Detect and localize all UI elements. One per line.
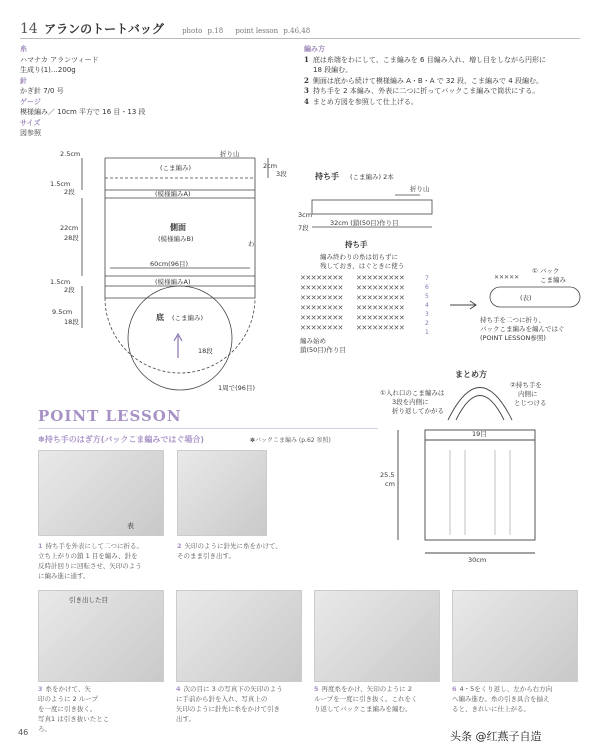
- yarn-heading: 糸: [20, 45, 27, 53]
- pattern-a-bot: (模様編みA): [155, 278, 191, 286]
- lesson-photo-4: [176, 590, 302, 682]
- back-koma-1: ① バック: [532, 267, 560, 275]
- lesson-pages: p.46,48: [283, 27, 311, 35]
- lesson-caption-1: 1 持ち手を外表にして二つに折る。 立ち上がりの鎖 1 目を編み、針を 反時計回りに回転させ、矢印のよう に編み進に通す。: [38, 542, 144, 580]
- dim-60cm: 60cm(96目): [150, 260, 189, 268]
- size-line: 図参照: [20, 129, 41, 137]
- method-block: [304, 44, 594, 107]
- chart-row: ✕✕✕✕✕✕✕✕✕: [356, 284, 405, 292]
- point-lesson-ref: ✽バックこま編み (p.62 参照): [250, 437, 331, 444]
- assembly-cm: cm: [385, 480, 395, 488]
- fold-stitches: ✕✕✕✕✕: [494, 274, 520, 281]
- gauge-heading: ゲージ: [20, 97, 41, 106]
- lesson-photo-1: [38, 450, 164, 536]
- koma-label: (こま編み): [160, 164, 192, 172]
- chart-row: ✕✕✕✕✕✕✕✕✕: [356, 324, 405, 332]
- gauge-line: 模様編み／ 10cm 平方で 16 目・13 段: [20, 108, 146, 116]
- handle-fold-label: 折り山: [410, 185, 430, 193]
- assembly-diagram: [380, 365, 590, 565]
- assembly-30: 30cm: [468, 556, 487, 564]
- handle-title: 持ち手: [315, 172, 339, 181]
- handle-diagram: [300, 165, 590, 355]
- photo-label: photo: [182, 27, 203, 35]
- start-label-2: 鎖(50目)作り目: [300, 346, 346, 354]
- assembly-note-2-line-1: ②持ち手を: [510, 381, 542, 389]
- chart-row: ✕✕✕✕✕✕✕✕: [300, 274, 343, 282]
- pattern-title: アランのトートバッグ: [44, 22, 164, 36]
- lesson-caption-6: 6 4・5をくり返し、左から右方向 へ編み進む。糸の引き具合を揃え ると、きれいに仕上がる。: [452, 685, 553, 713]
- dim-1-5cm-bot: 1.5cm: [50, 278, 71, 286]
- pattern-number: 14: [20, 21, 38, 37]
- chart-note-2: 残しておき、はぐときに使う: [320, 262, 405, 270]
- watermark: 头条 @红燕子自造: [450, 730, 542, 743]
- bottom-title: 底: [156, 313, 164, 322]
- row-number: 4: [425, 302, 429, 309]
- method-step: 18 段編む。: [313, 66, 353, 74]
- method-step: 3 持ち手を 2 本編み、外表に二つに折ってバックこま編みで筒状にする。: [304, 86, 540, 95]
- point-lesson-rule: [38, 428, 378, 429]
- assembly-19: 19目: [472, 430, 487, 438]
- dim-2dan-top: 2段: [64, 188, 75, 196]
- fold-note-2: バックこま編みを編んではぐ: [480, 325, 565, 333]
- side-subtitle: (模様編みB): [158, 235, 194, 243]
- bottom-subtitle: (こま編み): [172, 314, 204, 322]
- lesson-label: point lesson: [235, 27, 279, 35]
- dim-3dan: 3段: [276, 170, 287, 178]
- fold-label: 折り山: [220, 150, 240, 158]
- size-heading: サイズ: [20, 118, 41, 127]
- dim-9-5cm: 9.5cm: [52, 308, 73, 316]
- point-lesson-title: POINT LESSON: [38, 407, 182, 425]
- pulled-loop-tag: 引き出した目: [69, 596, 108, 604]
- assembly-note-1-line-1: ①入れ口のこま編みは: [380, 389, 445, 397]
- start-label-1: 編み始め: [300, 337, 326, 345]
- chart-row: ✕✕✕✕✕✕✕✕✕: [356, 314, 405, 322]
- needle-heading: 針: [20, 76, 27, 85]
- assembly-title: まとめ方: [455, 370, 487, 379]
- lesson-photo-2: [177, 450, 267, 536]
- omote-tag: 表: [127, 522, 134, 530]
- dim-2-5cm: 2.5cm: [60, 150, 81, 158]
- yarn-line-1: ハマナカ アランツィード: [20, 55, 99, 64]
- method-step: 1 底は糸端をわにして、こま編みを 6 目編み入れ、増し目をしながら円形に: [304, 54, 547, 64]
- handle-32cm: 32cm (鎖(50目)作り目: [330, 219, 399, 227]
- handle-subtitle: (こま編み) 2本: [350, 173, 394, 181]
- row-number: 6: [425, 284, 429, 291]
- circumference-label: 1周で(96目): [218, 384, 255, 392]
- page-number: 46: [18, 728, 29, 737]
- back-koma-2: こま編み: [540, 276, 566, 284]
- lesson-photo-3: [38, 590, 164, 682]
- dim-1-5cm-top: 1.5cm: [50, 180, 71, 188]
- dim-2cm: 2cm: [263, 162, 278, 170]
- row-number: 7: [425, 275, 429, 282]
- chart-row: ✕✕✕✕✕✕✕✕: [300, 294, 343, 302]
- materials-block: [20, 44, 280, 139]
- assembly-note-2-line-3: とじつける: [514, 399, 547, 407]
- photo-page: p.18: [207, 27, 224, 35]
- assembly-25-5: 25.5: [380, 471, 395, 479]
- chart-row: ✕✕✕✕✕✕✕✕✕: [356, 294, 405, 302]
- chart-row: ✕✕✕✕✕✕✕✕✕: [356, 304, 405, 312]
- side-title: 側面: [170, 223, 186, 232]
- row-number: 1: [425, 329, 429, 336]
- chart-row: ✕✕✕✕✕✕✕✕: [300, 314, 343, 322]
- lesson-caption-5: 5 再度糸をかけ、矢印のように 2 ループを一度に引き抜く。これをく り返してバックこま編みを編む。: [314, 685, 418, 713]
- method-heading: 編み方: [304, 45, 325, 53]
- chart-row: ✕✕✕✕✕✕✕✕✕: [356, 274, 405, 282]
- row-number: 2: [425, 320, 429, 327]
- body-diagram: [20, 148, 300, 398]
- header-rule: [20, 38, 580, 39]
- row-number: 5: [425, 293, 429, 300]
- row-number: 3: [425, 311, 429, 318]
- method-step: 2 側面は底から続けて模様編み A・B・A で 32 段、こま編みで 4 段編む。: [304, 75, 543, 85]
- fold-note-1: 持ち手を二つに折り、: [480, 316, 545, 324]
- needle-line: かぎ針 7/0 号: [20, 87, 64, 95]
- assembly-note-1-line-3: 折り返してかがる: [392, 407, 444, 415]
- chart-row: ✕✕✕✕✕✕✕✕: [300, 304, 343, 312]
- dim-28dan: 28段: [64, 234, 79, 242]
- assembly-note-1-line-2: 3段を内側に: [392, 398, 429, 406]
- lesson-photo-5: [314, 590, 440, 682]
- lesson-photo-6: [452, 590, 578, 682]
- yarn-line-2: 生成り(1)…200g: [20, 66, 76, 74]
- method-step: 4 まとめ方図を参照して仕上げる。: [304, 96, 418, 106]
- chart-row: ✕✕✕✕✕✕✕✕: [300, 324, 343, 332]
- lesson-caption-2: 2 矢印のように針先に糸をかけて、 そのまま引き出す。: [177, 542, 282, 560]
- pattern-a-top: (模様編みA): [155, 190, 191, 198]
- handle-3cm: 3cm: [298, 211, 313, 219]
- point-lesson-subtitle: ✽持ち手のはぎ方(バックこま編みではぐ場合): [38, 435, 205, 444]
- chart-row: ✕✕✕✕✕✕✕✕: [300, 284, 343, 292]
- dim-2dan-bot: 2段: [64, 286, 75, 294]
- handle-7dan: 7段: [298, 224, 309, 232]
- wa-label: わ: [248, 240, 255, 248]
- dim-18dan-left: 18段: [64, 318, 79, 326]
- lesson-caption-3: 3 糸をかけて、矢 印のように 2 ループ を一度に引き抜く。 写真1 は引き抜いたところ。: [38, 685, 110, 733]
- dim-22cm: 22cm: [60, 224, 79, 232]
- page-header: [20, 20, 580, 38]
- assembly-note-2-line-2: 内側に: [518, 390, 538, 398]
- omote-label: (表): [520, 294, 532, 302]
- chart-note-1: 編み終わりの糸は切らずに: [320, 253, 398, 261]
- fold-note-3: (POINT LESSON参照): [480, 334, 546, 342]
- lesson-caption-4: 4 次の目に 3 の写真下の矢印のよう に手前から針を入れ、写真上の 矢印のように針先に糸をかけて引き 出す。: [176, 685, 283, 723]
- chart-title: 持ち手: [345, 240, 368, 249]
- bottom-18dan: 18段: [198, 347, 213, 355]
